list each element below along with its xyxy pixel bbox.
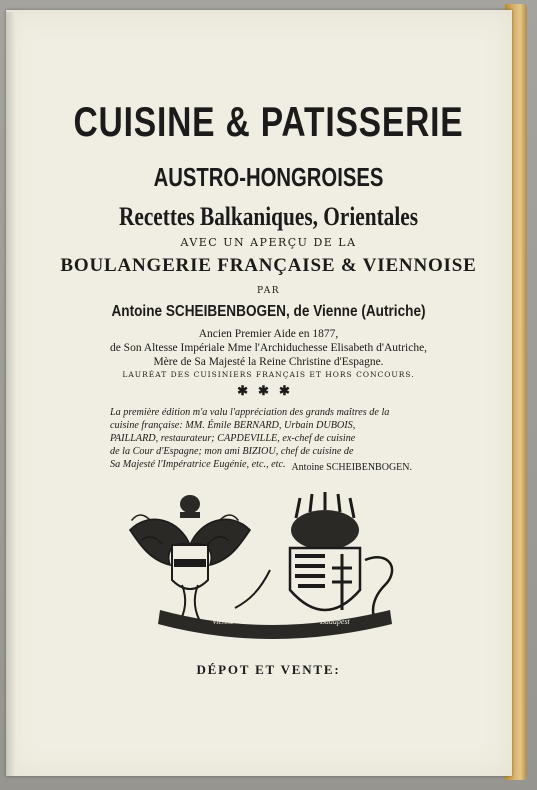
crown-icon xyxy=(180,495,200,513)
ornament-asterisms: ✱✱✱ xyxy=(237,384,300,399)
hungarian-crown-icon xyxy=(291,510,359,550)
par-label: PAR xyxy=(256,286,280,296)
recipes-line: Recettes Balkaniques, Orientales xyxy=(118,202,419,231)
quote-line: cuisine française: MM. Émile BERNARD, Urbain DUBOIS, xyxy=(110,420,356,431)
quote-signature: Antoine SCHEIBENBOGEN. xyxy=(291,462,412,473)
quote-line: Sa Majesté l'Impératrice Eugénie, etc., etc. xyxy=(110,459,286,470)
quote-line: PAILLARD, restaurateur; CAPDEVILLE, ex-chef de cuisine xyxy=(110,433,356,444)
quote-line: de la Cour d'Espagne; mon ami BIZIOU, chef de cuisine de xyxy=(110,446,354,457)
banner-ribbon xyxy=(158,610,392,639)
credential-line: de Son Altesse Impériale Mme l'Archiduchesse Elisabeth d'Autriche, xyxy=(109,342,428,354)
credential-line: Ancien Premier Aide en 1877, xyxy=(198,328,339,340)
banner-label-vienne: Vienne xyxy=(212,617,234,626)
quote-line: La première édition m'a valu l'appréciation des grands maîtres de la xyxy=(110,407,390,418)
laureat-line: LAURÉAT DES CUISINIERS FRANÇAIS ET HORS CONCOURS. xyxy=(122,370,415,379)
boulangerie-line: BOULANGERIE FRANÇAISE & VIENNOISE xyxy=(60,255,477,276)
coat-of-arms-icon xyxy=(120,490,420,640)
banner-label-budapest: Budapest xyxy=(320,617,350,626)
credential-line: Mère de Sa Majesté la Reine Christine d'Espagne. xyxy=(153,356,384,368)
apercu-line: AVEC UN APERÇU DE LA xyxy=(180,236,357,249)
subtitle: AUSTRO-HONGROISES xyxy=(153,162,384,192)
main-title: CUISINE & PATISSERIE xyxy=(73,98,464,145)
depot-heading: DÉPOT ET VENTE: xyxy=(196,662,341,677)
author-name: Antoine SCHEIBENBOGEN, de Vienne (Autriche) xyxy=(111,303,426,320)
